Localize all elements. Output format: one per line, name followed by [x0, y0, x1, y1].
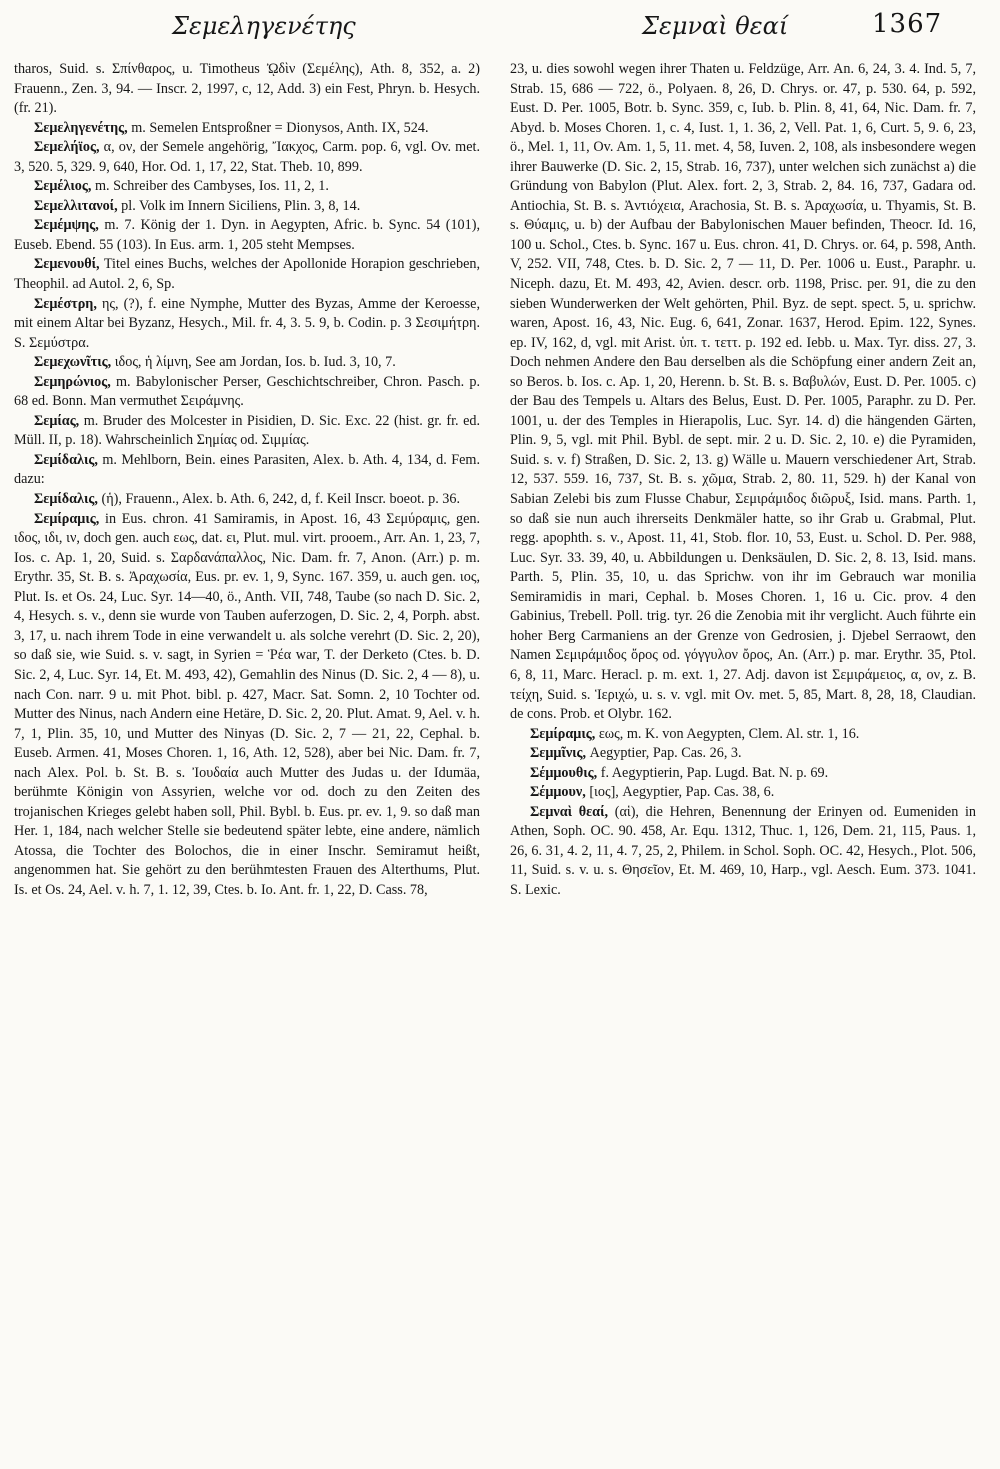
- entry-text: tharos, Suid. s. Σπίνθαρος, u. Timotheus ᾨδὶν (Σεμέλης), Ath. 8, 352, a. 2) Frauenn., Zen. 3, 94. — Inscr. 2, 1997, c, 12, Add. 3) ein Fest, Phryn. b. Hesych. (fr. 21).: [14, 61, 480, 117]
- entry-lemma: Σεμελήϊος,: [34, 139, 100, 156]
- entry-text: m. Bruder des Molcester in Pisidien, D. Sic. Exc. 22 (hist. gr. fr. ed. Müll. II, p. 18). Wahrscheinlich Σημίας od. Σιμμίας.: [14, 412, 480, 449]
- entry-text: [ιος], Aegyptier, Pap. Cas. 38, 6.: [589, 784, 775, 801]
- entry-lemma: Σεμέμψης,: [34, 217, 99, 234]
- entry-lemma: Σέμμουθις,: [530, 764, 598, 781]
- entry-text: in Eus. chron. 41 Samiramis, in Apost. 16, 43 Σεμύραμις, gen. ιδος, ιδι, ιν, doch gen. auch εως, dat. ει, Plut. mul. virt. prooem., Arr. An. 1, 23, 7, Ios. c. Ap. 1, 20, Suid. s. Σαρδανάπαλλος, Nic. Dam. fr. 7, Anon. (Arr.) p. m. Erythr. 35, St. B. s. Ἀραχωσία, Eus. pr. ev. 1, 9, Sync. 167. 359, u. auch gen. ιος, Plut. Is. et Os. 24, Luc. Syr. 14—40, ö., Anth. VII, 748, Taube (so nach D. Sic. 2, 4, Hesych. s. v., denn sie wurde von Tauben auferzogen, D. Sic. 2, 4, Porph. abst. 3, 17, u. nach ihrem Tode in eine verwandelt u. als solche verehrt (D. Sic. 2, 20), so daß sie, wie Suid. s. v. sagt, in Syrien = Ῥέα war, T. der Derketo (Ctes. b. D. Sic. 2, 4, Luc. Syr. 14, Et. M. 493, 42), Gemahlin des Ninus (D. Sic. 2, 4 — 8), u. nach Con. narr. 9 u. mit Phot. bibl. p. 427, Macr. Sat. Somn. 2, 10 Tochter od. Mutter des Ninus, nach Andern eine Hetäre, D. Sic. 2, 20. Plut. Amat. 9, Ael. v. h. 7, 1, Plin. 35, 10, und Mutter des Ninyas (D. Sic. 2, 7 — 21, 22, Cephal. b. Euseb. Armen. 41, Moses Choren. 1, 16, Ath. 12, 528), aber bei Nic. Dam. fr. 7, nach Alex. Pol. b. St. B. s. Ἰουδαία auch Mutter des Judas u. der Idumäa, berühmte Königin von Assyrien, welche vor od. doch zu den Zeiten des trojanischen Krieges gelebt haben soll, Phil. Bybl. b. Eus. pr. ev. 1, 9. so daß man Her. 1, 184, nach welcher Stelle sie bedeutend später lebte, eine andere, nämlich Atossa, die Tochter des Bolochos, die in einer Inschr. Semiramut heißt, angenommen hat. Sie gehört zu den berühmtesten Frauen des Alterthums, Plut. Is. et Os. 24, Ael. v. h. 7, 1. 12, 39, Ctes. b. Io. Ant. fr. 1, 22, D. Cass. 78,: [14, 510, 480, 898]
- entry-text: f. Aegyptierin, Pap. Lugd. Bat. N. p. 69.: [600, 764, 829, 781]
- entry-lemma: Σεμναὶ θεαί,: [530, 803, 609, 820]
- dictionary-entry: [14, 412, 480, 451]
- dictionary-entry: [510, 764, 976, 784]
- dictionary-entry: [14, 295, 480, 354]
- dictionary-entry: [14, 177, 480, 197]
- entry-lemma: Σέμμουν,: [530, 784, 586, 801]
- entry-lemma: Σεμεληγενέτης,: [34, 119, 128, 136]
- entry-text: ιδος, ἡ λίμνη, See am Jordan, Ios. b. Iud. 3, 10, 7.: [114, 354, 396, 371]
- entry-lemma: Σεμίδαλις,: [34, 451, 98, 468]
- dictionary-entry: [510, 725, 976, 745]
- entry-text: 23, u. dies sowohl wegen ihrer Thaten u. Feldzüge, Arr. An. 6, 24, 3. 4. Ind. 5, 7, Strab. 15, 686 — 722, ö., Polyaen. 8, 26, D. Chrys. or. 47, p. 530. 64, p. 592, Eust. D. Per. 1005, Botr. b. Sync. 359, c, Iub. b. Plin. 8, 41, 64, Nic. Dam. fr. 7, Abyd. b. Moses Choren. 1, c. 4, Iust. 1, 1. 36, 2, Vell. Pat. 1, 6, Curt. 5, 9. 6, 23, ö., Mel. 1, 11, Ov. Am. 1, 5, 11. met. 4, 58, Iuven. 2, 108, als insbesondere wegen ihrer Bauwerke (D. Sic. 2, 15, Strab. 16, 737), unter welchen sich zunächst a) die Gründung von Babylon (Plut. Alex. fort. 2, 3, Strab. 2, 84. 16, 737, Gadara od. Antiochia, St. B. s. Ἀντιόχεια, Arachosia, St. B. s. Ἀραχωσία, u. Thyamis, St. B. s. Θύαμις, u. b) der Aufbau der Babylonischen Mauer befinden, Theocr. Id. 16, 100 u. Schol., Ctes. b. Sync. 167 u. Eus. chron. 41, D. Chrys. or. 64, p. 598, Anth. V, 252. VII, 748, Ctes. b. D. Sic. 2, 7 — 11, D. Per. 1006 u. Eust., Paraphr. u. Niceph. dazu, Et. M. 493, 42, Avien. descr. orb. 1198, Prisc. per. 91, die zu den sieben Wunderwerken der Welt gehörten, Phil. Byz. de sept. spect. 5, u. sprichw. waren, Apost. 16, 43, Nic. Eug. 6, 641, Zonar. 1637, Herod. Epim. 122, Synes. ep. IV, 162, d, vgl. mit Arist. ὑπ. τ. τεττ. p. 192 ed. Iebb. u. Max. Tyr. diss. 27, 3. Doch nehmen Andere den Bau derselben als die Schöpfung einer andern Zeit an, so Beros. b. Ios. c. Ap. 1, 20, Herenn. b. St. B. s. Βαβυλών, Eust. D. Per. 1005. c) der Bau des Tempels u. Altars des Belus, Eust. D. Per. 1005, Paraphr. zu D. Per. 1001, u. der des Temples in Hierapolis, Luc. Syr. 14. d) die hängenden Gärten, Plin. 9, 5, vgl. mit Phil. Bybl. de sept. mir. 2 u. D. Sic. 2, 10. e) die Pyramiden, Suid. s. v. f) Straßen, D. Sic. 2, 13. g) Wälle u. Mauern verschiedener Art, Strab. 12, 537. 559. 16, 737, St. B. s. χῶμα, Strab. 2, 80. 11, 529. h) der Kanal von Sabian Zelebi bis zum Flusse Chabur, Σεμιράμιδος διῶρυξ, Isid. mans. Parth. 1, so daß sie nun auch ihrerseits Denkmäler hatte, so ihr Grab u. Grabmal, Plut. regg. apophth. s. v., Apost. 11, 41, Stob. flor. 10, 53, Eust. u. Schol. D. Per. 988, Luc. Syr. 33. 39, 40, u. Abbildungen u. Denksäulen, D. Sic. 2, 8. 13, Isid. mans. Parth. 5, Plin. 35, 10, u. das Sprichw. von ihr im Gebrauch war monilia Semiramidis in mari, Cephal. b. Moses Choren. 1, 16 u. Cic. prov. 4 den Gabinius, Trebell. Poll. trig. tyr. 26 die Zenobia mit ihr verglicht. Auch führte ein hoher Berg Carmaniens an der Grenze von Gedrosien, j. Djebel Serraowt, den Namen Σεμιράμιδος ὄρος od. γόγγυλον ὄρος, An. (Arr.) p. mar. Erythr. 35, Ptol. 6, 8, 11, Marc. Heracl. p. m. ext. 1, 27. Adj. davon ist Σεμιράμειος, α, ον, z. B. τείχη, Suid. s. Ἱεριχώ, u. s. v. vgl. mit Ov. met. 5, 85, Mart. 8, 28, 18, Claudian. de cons. Prob. et Olybr. 162.: [510, 61, 976, 723]
- dictionary-entry: [14, 60, 480, 119]
- entry-text: pl. Volk im Innern Siciliens, Plin. 3, 8, 14.: [121, 197, 361, 214]
- entry-lemma: Σεμίδαλις,: [34, 491, 98, 508]
- entry-text: m. Semelen Entsproßner = Dionysos, Anth. IX, 524.: [131, 119, 429, 136]
- running-head-right: Σεμναὶ θεαί: [642, 12, 789, 40]
- dictionary-entry: [14, 216, 480, 255]
- dictionary-entry: [510, 803, 976, 901]
- entry-lemma: Σεμίας,: [34, 412, 80, 429]
- dictionary-entry: [14, 451, 480, 490]
- dictionary-entry: [14, 138, 480, 177]
- running-head: [0, 0, 1000, 48]
- entry-lemma: Σεμηρώνιος,: [34, 373, 111, 390]
- dictionary-entry: [14, 197, 480, 217]
- dictionary-entry: [14, 510, 480, 901]
- entry-lemma: Σεμελλιτανοί,: [34, 197, 118, 214]
- dictionary-entry: [510, 783, 976, 803]
- entry-lemma: Σεμέστρη,: [34, 295, 97, 312]
- dictionary-entry: [14, 490, 480, 510]
- entry-text: m. 7. König der 1. Dyn. in Aegypten, Afric. b. Sync. 54 (101), Euseb. Ebend. 55 (103). In Eus. arm. 1, 205 steht Mempses.: [14, 217, 480, 253]
- entry-lemma: Σεμίραμις,: [34, 510, 100, 527]
- entry-text: Aegyptier, Pap. Cas. 26, 3.: [589, 745, 742, 762]
- entry-text: (αἱ), die Hehren, Benennung der Erinyen od. Eumeniden in Athen, Soph. OC. 90. 458, Ar. Equ. 1312, Thuc. 1, 126, Dem. 21, 115, Paus. 1, 26, 6. 31, 4. 2, 11, 4. 7, 25, 2, Philem. in Schol. Soph. OC. 42, Hesych., Plot. 506, 11, Suid. s. v. u. s. Θησεῖον, Et. M. 469, 10, Harp., vgl. Aesch. Eum. 373. 1041. S. Lexic.: [510, 803, 976, 898]
- entry-text: α, ον, der Semele angehörig, Ἴακχος, Carm. pop. 6, vgl. Ov. met. 3, 520. 5, 329. 9, 640, Hor. Od. 1, 17, 22, Stat. Theb. 10, 899.: [14, 139, 480, 175]
- left-column: [14, 60, 480, 1460]
- entry-text: m. Babylonischer Perser, Geschichtschreiber, Chron. Pasch. p. 68 ed. Bonn. Man vermuthet Σειράμνης.: [14, 373, 480, 410]
- entry-lemma: Σεμεχωνῖτις,: [34, 354, 112, 371]
- dictionary-entry: [14, 373, 480, 412]
- running-head-left: Σεμεληγενέτης: [172, 12, 356, 40]
- entry-text: (ἡ), Frauenn., Alex. b. Ath. 6, 242, d, f. Keil Inscr. boeot. p. 36.: [101, 491, 461, 508]
- entry-lemma: Σεμίραμις,: [530, 725, 596, 742]
- dictionary-entry: [14, 353, 480, 373]
- entry-lemma: Σεμενουθί,: [34, 256, 100, 273]
- dictionary-entry: [14, 119, 480, 139]
- page-number: 1367: [872, 9, 943, 39]
- dictionary-entry: [14, 255, 480, 294]
- entry-lemma: Σεμέλιος,: [34, 178, 92, 195]
- entry-text: m. Schreiber des Cambyses, Ios. 11, 2, 1.: [94, 178, 329, 195]
- dictionary-entry: [510, 60, 976, 725]
- entry-lemma: Σεμμῖνις,: [530, 745, 587, 762]
- dictionary-entry: [510, 744, 976, 764]
- entry-text: ης, (?), f. eine Nymphe, Mutter des Byzas, Amme der Keroesse, mit einem Altar bei Byzanz, Hesych., Mil. fr. 4, 3. 5. 9, b. Codin. p. 3 Σεσιμήτρη. S. Σεμύστρα.: [14, 295, 480, 351]
- entry-text: Titel eines Buchs, welches der Apollonide Horapion geschrieben, Theophil. ad Autol. 2, 6, Sp.: [14, 256, 480, 293]
- entry-text: εως, m. K. von Aegypten, Clem. Al. str. 1, 16.: [598, 725, 860, 742]
- right-column: [510, 60, 976, 1460]
- entry-text: m. Mehlborn, Bein. eines Parasiten, Alex. b. Ath. 4, 134, d. Fem. dazu:: [14, 451, 480, 488]
